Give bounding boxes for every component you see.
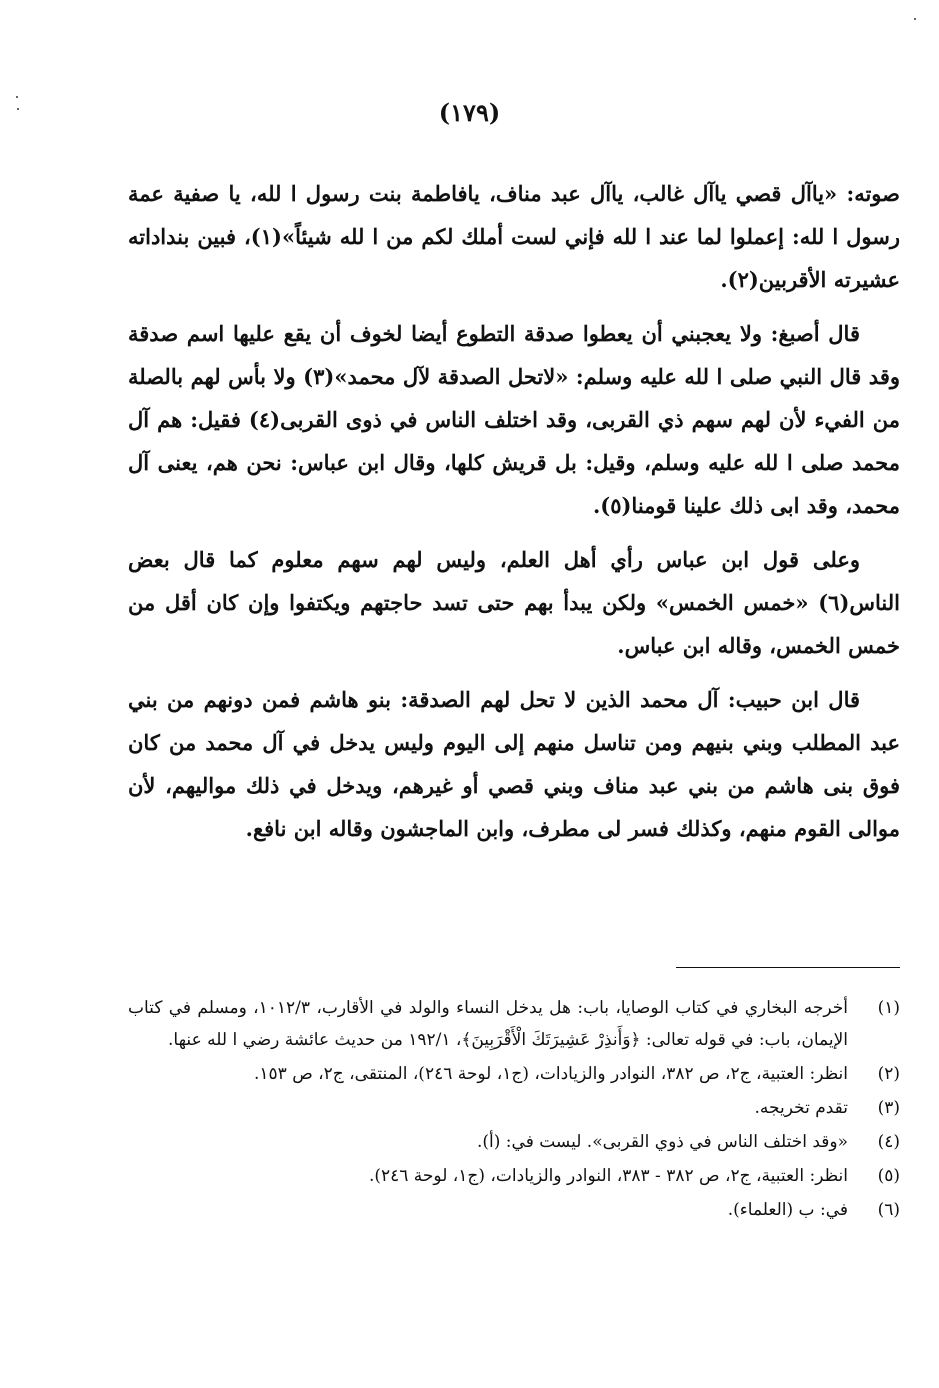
paragraph: قال ابن حبيب: آل محمد الذين لا تحل لهم الصدقة: بنو هاشم فمن دونهم من بني عبد المطلب وبني بنيهم ومن تناسل منهم إلى اليوم وليس يدخل في آل محمد من كان فوق بنى هاشم من بني عبد مناف وبني قصي أو غيرهم، ويدخل في ذلك مواليهم، لأن موالى القوم منهم، وكذلك فسر لى مطرف، وابن الماجشون وقاله ابن نافع. bbox=[128, 687, 900, 841]
page-number: (١٧٩) bbox=[438, 98, 501, 127]
footnotes bbox=[128, 992, 900, 1228]
footnote-text: «وقد اختلف الناس في ذوي القربى». ليست في: (أ). bbox=[477, 1132, 848, 1152]
footnote-number: (٦) bbox=[877, 1200, 900, 1220]
footnote-text: تقدم تخريجه. bbox=[754, 1098, 848, 1118]
footnote-number: (٤) bbox=[877, 1132, 900, 1152]
footnote bbox=[128, 1194, 900, 1226]
footnote-number: (٥) bbox=[877, 1166, 900, 1186]
paragraph: قال أصبغ: ولا يعجبني أن يعطوا صدقة التطوع أيضا لخوف أن يقع عليها اسم صدقة وقد قال النبي صلى ا لله عليه وسلم: «لاتحل الصدقة لآل محمد»(٣) ولا بأس لهم بالصلة من الفيء لأن لهم سهم ذي القربى، وقد اختلف الناس في ذوى القربى(٤) فقيل: هم آل محمد صلى ا لله عليه وسلم، وقيل: بل قريش كلها، وقال ابن عباس: نحن هم، يعنى آل محمد، وقد ابى ذلك علينا قومنا(٥). bbox=[128, 321, 901, 518]
scan-speck bbox=[914, 18, 916, 20]
footnote-number: (١) bbox=[877, 998, 900, 1018]
footnote-text: انظر: العتبية، ج٢، ص ٣٨٢ - ٣٨٣، النوادر والزيادات، (ج١، لوحة ٢٤٦). bbox=[368, 1166, 848, 1186]
footnote-separator bbox=[676, 967, 900, 968]
footnote-text: في: ب (العلماء). bbox=[727, 1200, 848, 1220]
footnote bbox=[128, 1160, 900, 1192]
footnote bbox=[128, 1092, 900, 1124]
footnote-text: انظر: العتبية، ج٢، ص ٣٨٢، النوادر والزيادات، (ج١، لوحة ٢٤٦)، المنتقى، ج٢، ص ١٥٣. bbox=[253, 1064, 848, 1084]
footnote bbox=[128, 1058, 900, 1090]
main-text bbox=[128, 172, 900, 861]
footnote-number: (٣) bbox=[877, 1098, 900, 1118]
paragraph: وعلى قول ابن عباس رأي أهل العلم، وليس لهم سهم معلوم كما قال بعض الناس(٦) «خمس الخمس» ولكن يبدأ بهم حتى تسد حاجتهم ويكتفوا وإن كان أقل من خمس الخمس، وقاله ابن عباس. bbox=[128, 547, 900, 658]
footnote-text: أخرجه البخاري في كتاب الوصايا، باب: هل يدخل النساء والولد في الأقارب، ١٠١٢/٣، ومسلم في كتاب الإيمان، باب: في قوله تعالى: ﴿وَأَنذِرْ عَشِيرَتَكَ الْأَقْرَبِينَ﴾، ١٩٢/١ من حديث عائشة رضي ا لله عنها. bbox=[128, 998, 848, 1050]
footnote bbox=[128, 992, 900, 1056]
paragraph: صوته: «ياآل قصي ياآل غالب، ياآل عبد مناف، يافاطمة بنت رسول ا لله، يا صفية عمة رسول ا لله: إعملوا لما عند ا لله فإني لست أملك لكم من ا لله شيئاً»(١)، فبين بنداداته عشيرته الأقربين(٢). bbox=[128, 181, 900, 292]
footnote bbox=[128, 1126, 900, 1158]
footnote-number: (٢) bbox=[877, 1064, 900, 1084]
